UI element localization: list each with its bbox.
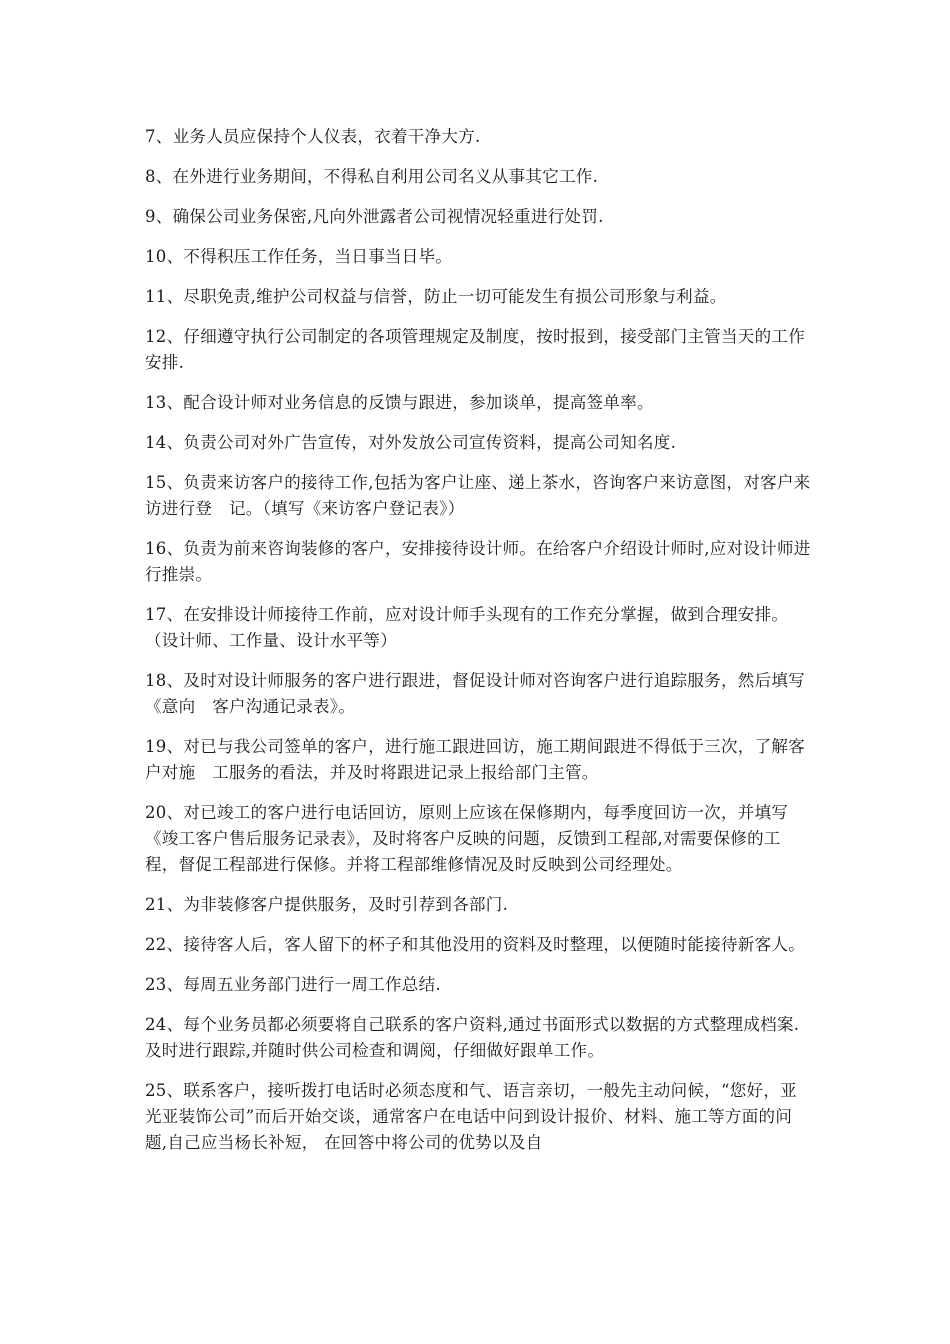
list-item: 21、为非装修客户提供服务，及时引荐到各部门. bbox=[145, 895, 509, 914]
list-item: 23、每周五业务部门进行一周工作总结. bbox=[145, 975, 441, 994]
list-item: 25、联系客户，接听拨打电话时必须态度和气、语言亲切，一般先主动问候，“您好，亚光亚装饰公司”而后开始交谈，通常客户在电话中问到设计报价、材料、施工等方面的问题,自己应当杨长补短， 在回答中将公司的优势以及自 bbox=[145, 1081, 797, 1152]
list-item: 20、对已竣工的客户进行电话回访，原则上应该在保修期内，每季度回访一次，并填写《竣工客户售后服务记录表》，及时将客户反映的问题，反馈到工程部,对需要保修的工程，督促工程部进行保修。并将工程部维修情况及时反映到公司经理处。 bbox=[145, 803, 789, 874]
list-item: 17、在安排设计师接待工作前，应对设计师手头现有的工作充分掌握，做到合理安排。（设计师、工作量、设计水平等） bbox=[145, 605, 789, 650]
list-item: 9、确保公司业务保密,凡向外泄露者公司视情况轻重进行处罚. bbox=[145, 207, 604, 226]
list-item: 13、配合设计师对业务信息的反馈与跟进，参加谈单，提高签单率。 bbox=[145, 393, 654, 412]
document-body bbox=[145, 124, 813, 1170]
list-item: 24、每个业务员都必须要将自己联系的客户资料,通过书面形式以数据的方式整理成档案.及时进行跟踪,并随时供公司检查和调阅，仔细做好跟单工作。 bbox=[145, 1015, 800, 1060]
list-item: 11、尽职免责,维护公司权益与信誉，防止一切可能发生有损公司形象与利益。 bbox=[145, 287, 727, 306]
list-item: 19、对已与我公司签单的客户，进行施工跟进回访，施工期间跟进不得低于三次，了解客户对施 工服务的看法，并及时将跟进记录上报给部门主管。 bbox=[145, 737, 805, 782]
list-item: 18、及时对设计师服务的客户进行跟进，督促设计师对咨询客户进行追踪服务，然后填写《意向 客户沟通记录表》。 bbox=[145, 671, 805, 716]
list-item: 15、负责来访客户的接待工作,包括为客户让座、递上茶水，咨询客户来访意图，对客户来访进行登 记。（填写《来访客户登记表》） bbox=[145, 473, 811, 518]
list-item: 22、接待客人后，客人留下的杯子和其他没用的资料及时整理，以便随时能接待新客人。 bbox=[145, 935, 805, 954]
list-item: 14、负责公司对外广告宣传，对外发放公司宣传资料，提高公司知名度. bbox=[145, 433, 677, 452]
list-item: 7、业务人员应保持个人仪表，衣着干净大方. bbox=[145, 127, 481, 146]
list-item: 16、负责为前来咨询装修的客户，安排接待设计师。在给客户介绍设计师时,应对设计师进行推崇。 bbox=[145, 539, 811, 584]
list-item: 8、在外进行业务期间，不得私自利用公司名义从事其它工作. bbox=[145, 167, 599, 186]
list-item: 12、仔细遵守执行公司制定的各项管理规定及制度，按时报到，接受部门主管当天的工作安排. bbox=[145, 327, 805, 372]
list-item: 10、不得积压工作任务，当日事当日毕。 bbox=[145, 247, 453, 266]
